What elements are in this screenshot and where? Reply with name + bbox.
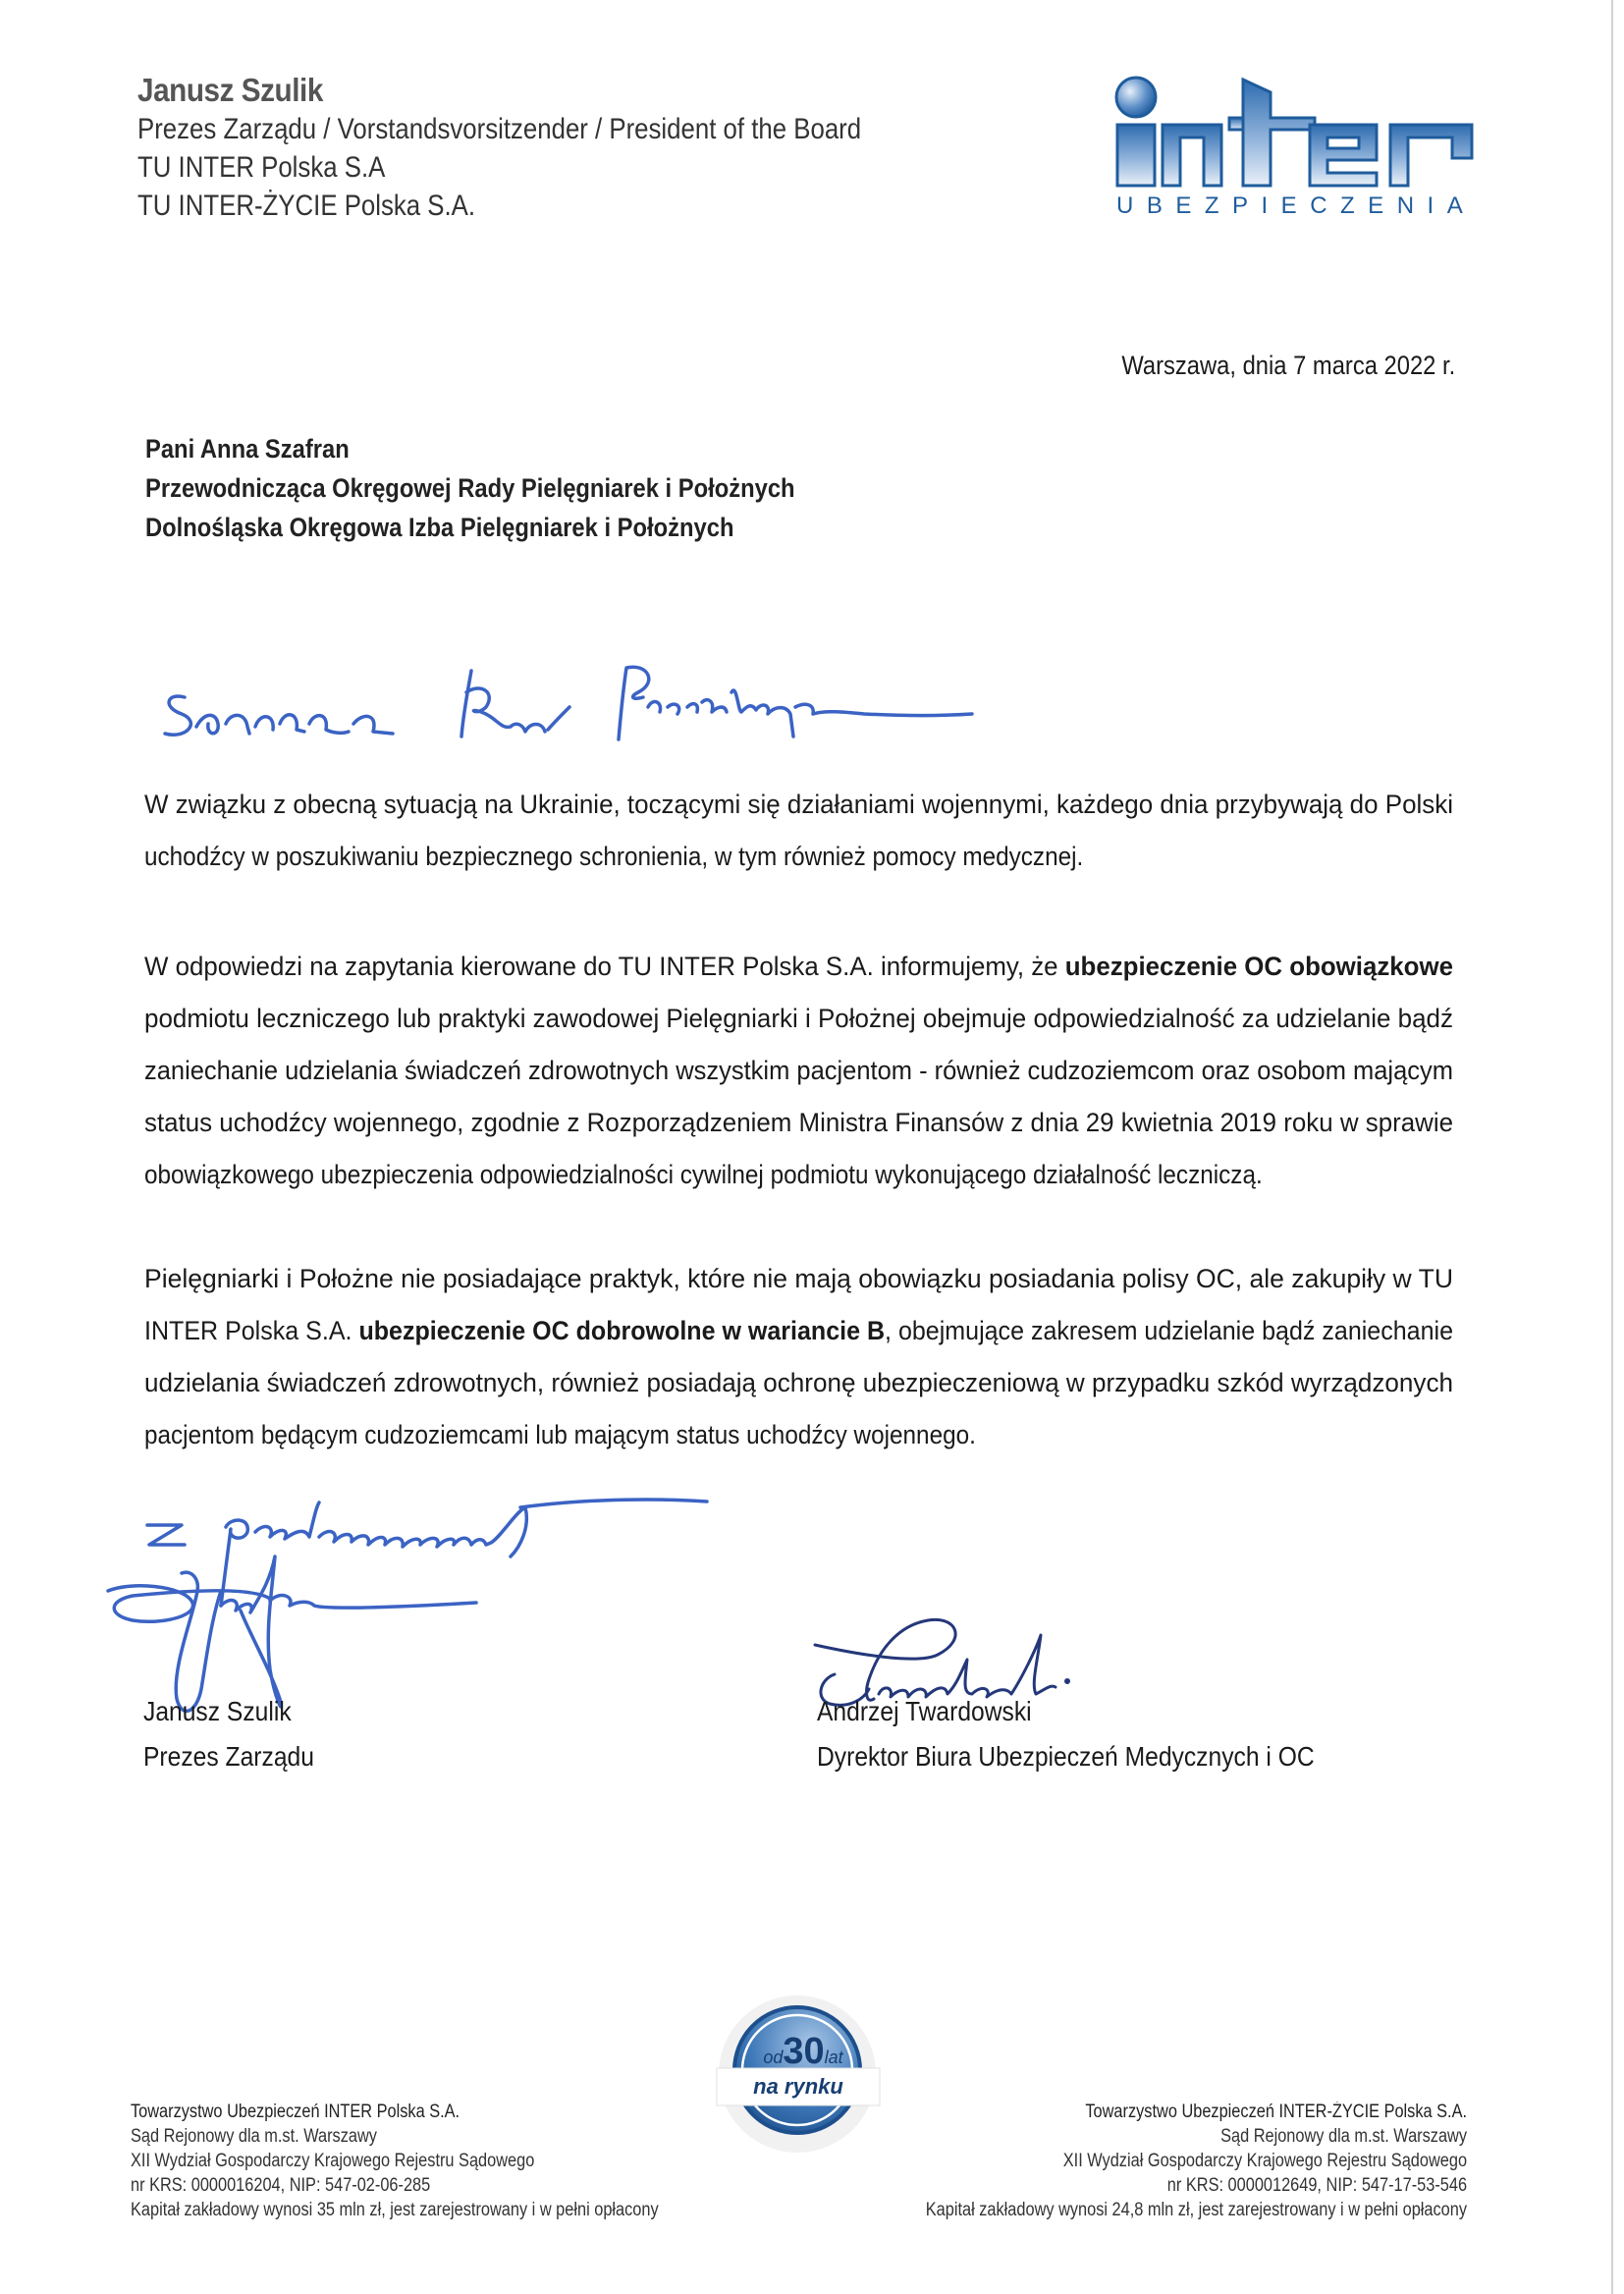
signatory-role: Prezes Zarządu [143, 1741, 314, 1772]
paragraph-line [144, 1305, 1453, 1357]
footer-company: Towarzystwo Ubezpieczeń INTER Polska S.A. [131, 2102, 460, 2122]
sender-company-2: TU INTER-ŻYCIE Polska S.A. [137, 190, 476, 222]
footer-company: Towarzystwo Ubezpieczeń INTER-ŻYCIE Polska S.A. [1085, 2102, 1467, 2122]
text-run: , obejmujące zakresem udzielanie bądź zaniechanie [885, 1316, 1453, 1345]
footer-inter-zycie [926, 2100, 1467, 2222]
paragraph-line: udzielania świadczeń zdrowotnych, również posiadają ochronę ubezpieczeniową w przypadku szkód wyrządzonych [144, 1368, 1453, 1397]
badge-suffix: lat [824, 2048, 843, 2067]
paragraph-line: Pielęgniarki i Położne nie posiadające praktyk, które nie mają obowiązku posiadania polisy OC, ale zakupiły w TU [144, 1264, 1453, 1293]
recipient-position: Przewodnicząca Okręgowej Rady Pielęgniarek i Położnych [145, 473, 795, 503]
signatory-2 [817, 1689, 1315, 1779]
emphasis-voluntary-oc: ubezpieczenie OC dobrowolne w wariancie B [358, 1316, 886, 1345]
recipient-block [145, 429, 884, 547]
footer-line: Kapitał zakładowy wynosi 24,8 mln zł, jest zarejestrowany i w pełni opłacony [925, 2200, 1467, 2220]
logo-tagline: UBEZPIECZENIA [1116, 192, 1477, 219]
paragraph-1 [144, 779, 1453, 883]
paragraph-line: uchodźcy w poszukiwaniu bezpiecznego schronienia, w tym również pomocy medycznej. [144, 842, 1084, 871]
badge-number: 30 [783, 2031, 825, 2072]
text-run: INTER Polska S.A. [144, 1316, 359, 1345]
footer-line: Sąd Rejonowy dla m.st. Warszawy [131, 2126, 377, 2147]
paragraph-3 [144, 1253, 1453, 1461]
badge-ribbon-text: na rynku [753, 2074, 843, 2099]
footer-line: XII Wydział Gospodarczy Krajowego Rejestru Sądowego [1062, 2151, 1467, 2171]
paragraph-line [144, 941, 1453, 993]
handwritten-salutation [157, 653, 1414, 751]
paragraph-line: pacjentom będącym cudzoziemcami lub mającym status uchodźcy wojennego. [144, 1420, 976, 1449]
footer-inter-polska [131, 2100, 659, 2222]
sender-header [137, 71, 979, 225]
paragraph-line: obowiązkowego ubezpieczenia odpowiedzialności cywilnej podmiotu wykonującego działalność leczniczą. [144, 1160, 1263, 1189]
badge-prefix: od [763, 2048, 784, 2067]
sender-name: Janusz Szulik [137, 72, 323, 108]
signatory-name: Janusz Szulik [143, 1696, 292, 1726]
emphasis-mandatory-oc: ubezpieczenie OC obowiązkowe [1064, 952, 1453, 981]
text-run: W odpowiedzi na zapytania kierowane do TU INTER Polska S.A. informujemy, że [144, 952, 1065, 981]
recipient-organization: Dolnośląska Okręgowa Izba Pielęgniarek i Położnych [145, 513, 734, 542]
paragraph-line: status uchodźcy wojennego, zgodnie z Rozporządzeniem Ministra Finansów z dnia 29 kwietnia 2019 roku w sprawie [144, 1108, 1453, 1137]
footer-line: XII Wydział Gospodarczy Krajowego Rejestru Sądowego [131, 2151, 535, 2171]
signatory-1 [143, 1689, 314, 1779]
footer-line: nr KRS: 0000012649, NIP: 547-17-53-546 [1166, 2175, 1467, 2196]
footer-line: Sąd Rejonowy dla m.st. Warszawy [1220, 2126, 1467, 2147]
footer-line: Kapitał zakładowy wynosi 35 mln zł, jest zarejestrowany i w pełni opłacony [131, 2200, 659, 2220]
page-edge-rule [1611, 0, 1613, 2294]
paragraph-line: W związku z obecną sytuacją na Ukrainie, toczącymi się działaniami wojennymi, każdego dnia przybywają do Polski [144, 790, 1453, 819]
signatory-role: Dyrektor Biura Ubezpieczeń Medycznych i OC [817, 1741, 1315, 1772]
signatory-name: Andrzej Twardowski [817, 1696, 1032, 1726]
sender-title: Prezes Zarządu / Vorstandsvorsitzender / President of the Board [137, 113, 862, 145]
sender-company-1: TU INTER Polska S.A [137, 151, 386, 184]
paragraph-line: podmiotu leczniczego lub praktyki zawodowej Pielęgniarki i Położnej obejmuje odpowiedzialność za udzielanie bądź [144, 1004, 1453, 1033]
letter-date: Warszawa, dnia 7 marca 2022 r. [1121, 351, 1455, 380]
recipient-name: Pani Anna Szafran [145, 434, 350, 464]
anniversary-badge [699, 1994, 895, 2165]
paragraph-line: zaniechanie udzielania świadczeń zdrowotnych wszystkim pacjentom - również cudzoziemcom oraz osobom mającym [144, 1056, 1453, 1085]
paragraph-2 [144, 941, 1453, 1201]
footer-line: nr KRS: 0000016204, NIP: 547-02-06-285 [131, 2175, 431, 2196]
